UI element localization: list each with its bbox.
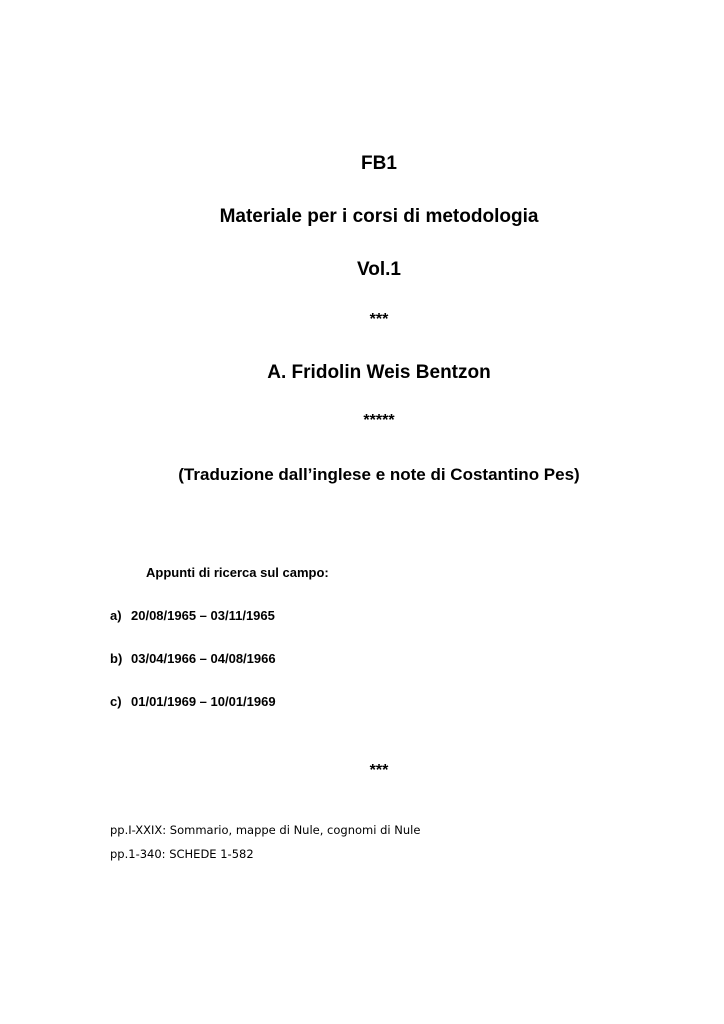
separator-stars: ***** [363, 412, 395, 429]
period-range: 03/04/1966 – 04/08/1966 [131, 651, 276, 666]
period-marker: a) [110, 608, 122, 623]
period-range: 20/08/1965 – 03/11/1965 [131, 608, 275, 623]
separator-stars: *** [369, 311, 389, 328]
volume-label: Vol.1 [357, 259, 401, 280]
period-item [110, 651, 276, 666]
contents-line: pp.I-XXIX: Sommario, mappe di Nule, cognomi di Nule [110, 823, 421, 837]
contents-line: pp.1-340: SCHEDE 1-582 [110, 847, 254, 861]
translation-note: (Traduzione dall’inglese e note di Costantino Pes) [178, 465, 580, 484]
period-marker: b) [110, 651, 123, 666]
author-name: A. Fridolin Weis Bentzon [267, 362, 491, 383]
document-code: FB1 [361, 153, 397, 174]
period-marker: c) [110, 694, 122, 709]
field-notes-heading: Appunti di ricerca sul campo: [146, 565, 329, 580]
period-range: 01/01/1969 – 10/01/1969 [131, 694, 276, 709]
period-item [110, 608, 275, 623]
period-item [110, 694, 276, 709]
separator-stars: *** [369, 762, 389, 779]
document-title: Materiale per i corsi di metodologia [219, 206, 539, 227]
